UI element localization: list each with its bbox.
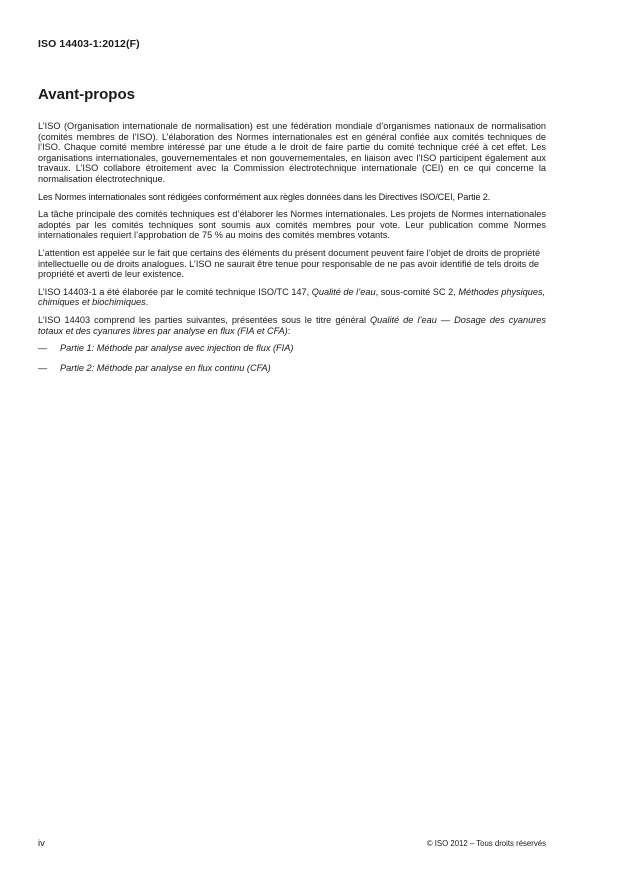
foreword-body xyxy=(38,121,546,382)
paragraph-directives: Les Normes internationales sont rédigées conformément aux règles données dans les Directives ISO/CEI, Partie 2. xyxy=(38,191,491,202)
paragraph-preparation xyxy=(38,287,546,308)
page-title: Avant-propos xyxy=(38,86,135,103)
preparation-text: L’ISO 14403-1 a été élaborée par le comité technique ISO/TC 147, xyxy=(38,286,312,297)
subcommittee-title: Méthodes physiques, chimiques et biochimiques xyxy=(38,286,546,308)
paragraph-technical-committees: La tâche principale des comités techniques est d’élaborer les Normes internationales. Les projets de Normes internationales adoptés par les comités techniques sont soumis aux comités membres pour vote. Leur publication comme Normes internationales requiert l’approbation de 75 % au moins des comités membres votants. xyxy=(38,209,546,241)
preparation-end: . xyxy=(145,297,149,308)
parts-intro-end: : xyxy=(287,325,291,336)
copyright-notice: © ISO 2012 – Tous droits réservés xyxy=(426,839,546,848)
part-2-title: Partie 2: Méthode par analyse en flux continu (CFA) xyxy=(60,362,271,373)
part-1-title: Partie 1: Méthode par analyse avec injection de flux (FIA) xyxy=(60,343,294,354)
list-item xyxy=(38,363,546,374)
paragraph-patent-rights: L’attention est appelée sur le fait que certains des éléments du présent document peuvent faire l’objet de droits de propriété intellectuelle ou de droits analogues. L’ISO ne saurait être tenue pour responsable de ne pas avoir identifié de tels droits de propriété et averti de leur existence. xyxy=(38,247,541,280)
dash-bullet: — xyxy=(38,362,48,373)
page-number: iv xyxy=(38,838,45,849)
document-id: ISO 14403-1:2012(F) xyxy=(38,38,140,50)
paragraph-parts-intro xyxy=(38,315,546,336)
general-title: Qualité de l’eau — Dosage des cyanures totaux et des cyanures libres par analyse en flux (FIA et CFA) xyxy=(38,314,546,336)
parts-intro-text: L’ISO 14403 comprend les parties suivantes, présentées sous le titre général xyxy=(38,314,371,325)
preparation-text-2: , sous-comité SC 2, xyxy=(375,286,459,297)
committee-title: Qualité de l’eau xyxy=(311,286,376,297)
paragraph-iso-intro: L’ISO (Organisation internationale de normalisation) est une fédération mondiale d’organismes nationaux de normalisation (comités membres de l’ISO). L’élaboration des Normes internationales est en général confiée aux comités techniques de l’ISO. Chaque comité membre intéressé par une étude a le droit de faire partie du comité technique créé à cet effet. Les organisations internationales, gouvernementales et non gouvernementales, en liaison avec l’ISO participent également aux travaux. L’ISO collabore étroitement avec la Commission électrotechnique internationale (CEI) en ce qui concerne la normalisation électrotechnique. xyxy=(38,121,546,184)
list-item xyxy=(38,343,546,354)
dash-bullet: — xyxy=(38,343,48,354)
